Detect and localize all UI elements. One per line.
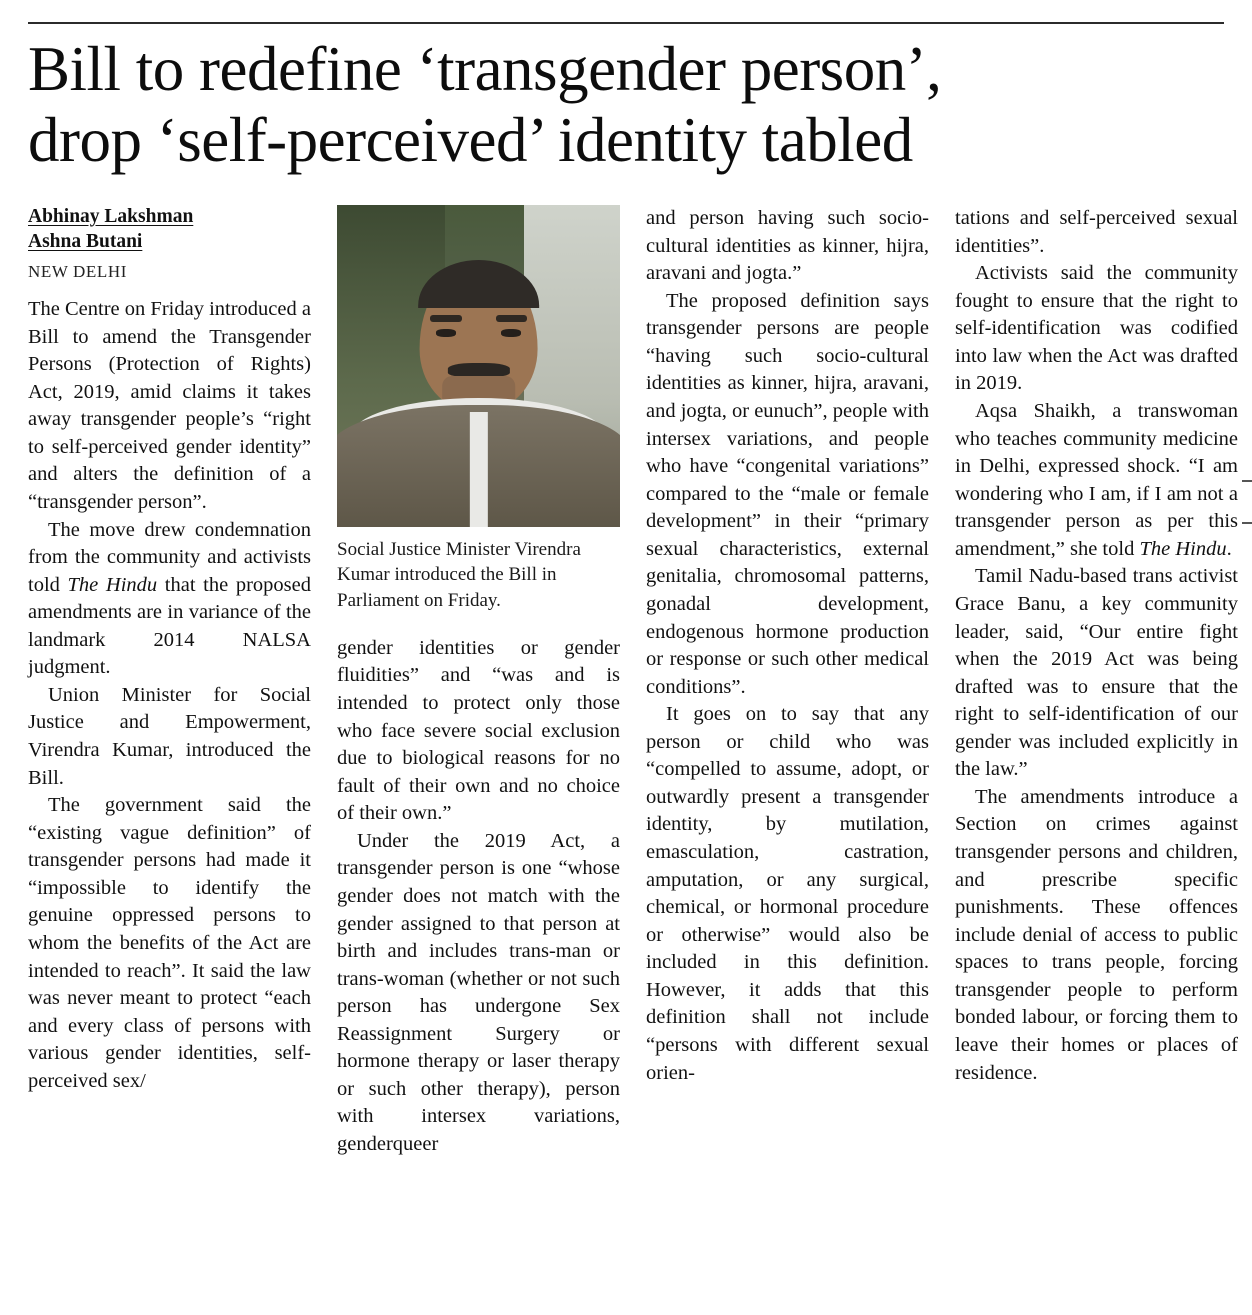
paragraph: and person having such socio-cultural identities as kinner, hijra, aravani and jogta.” (646, 207, 929, 285)
column-1 (28, 205, 311, 1158)
column-3 (646, 205, 929, 1158)
byline-author-1: Abhinay Lakshman (28, 206, 194, 228)
byline-author-2: Ashna Butani (28, 231, 143, 253)
paragraph: Union Minister for Social Justice and Empowerment, Virendra Kumar, introduced the Bill. (28, 683, 311, 789)
dateline: NEW DELHI (28, 262, 128, 281)
paragraph: The proposed definition says transgender persons are people “having such socio-cultural identities as kinner, hijra, aravani, and jogta, or eunuch”, people with intersex variations, and people who have “congenital variations” compared to the “male or female development” in their “primary sexual characteristics, external genitalia, chromosomal patterns, gonadal development, endogenous hormone production or response or such other medical conditions”. (646, 289, 929, 698)
article-photo (337, 205, 620, 613)
column-2 (337, 205, 620, 1158)
paragraph: It goes on to say that any person or child who was “compelled to assume, adopt, or outwardly present a transgender identity, by mutilation, emasculation, castration, amputation, or any surgical, chemical, or hormonal procedure or otherwise” would also be included in this definition. However, it adds that this definition shall not include “persons with different sexual orien- (646, 703, 929, 1084)
paragraph: Activists said the community fought to ensure that the right to self-identification was codified into law when the Act was drafted in 2019. (955, 262, 1238, 395)
paragraph: The amendments introduce a Section on crimes against transgender persons and children, and prescribe specific punishments. These offences include denial of access to public spaces to trans people, forcing transgender people to perform bonded labour, or forcing them to leave their homes or places of residence. (955, 785, 1238, 1084)
paragraph: The move drew condemnation from the community and activists told The Hindu that the proposed amendments are in variance of the landmark 2014 NALSA judgment. (28, 518, 311, 679)
byline (28, 205, 311, 255)
paragraph: Aqsa Shaikh, a transwoman who teaches community medicine in Delhi, expressed shock. “I am wondering who I am, if I am not a transgender person as per this amendment,” she told The Hindu. (955, 400, 1238, 560)
column-4 (955, 205, 1238, 1158)
headline-line-2: drop ‘self-perceived’ identity tabled (28, 104, 913, 175)
paragraph: tations and self-perceived sexual identities”. (955, 207, 1238, 257)
minister-portrait-image (337, 205, 620, 527)
paragraph: gender identities or gender fluidities” and “was and is intended to protect only those who face severe social exclusion due to biological reasons for no fault of their own and no choice of their own.” (337, 636, 620, 825)
paragraph: Under the 2019 Act, a transgender person is one “whose gender does not match with the gender assigned to that person at birth and includes trans-man or trans-woman (whether or not such person has undergone Sex Reassignment Surgery or hormone therapy or laser therapy or such other therapy), person with intersex variations, genderqueer (337, 829, 620, 1156)
paragraph: The Centre on Friday introduced a Bill to amend the Transgender Persons (Protection of Rights) Act, 2019, amid claims it takes away transgender people’s “right to self-perceived gender identity” and alters the definition of a “transgender person”. (28, 298, 311, 513)
paragraph: The government said the “existing vague definition” of transgender persons had made it “impossible to identify the genuine oppressed persons to whom the benefits of the Act are intended to reach”. It said the law was never meant to protect “each and every class of persons with various gender identities, self-perceived sex/ (28, 794, 311, 1092)
page-edge-mark (1242, 480, 1252, 524)
page-title (28, 34, 1224, 175)
top-rule (28, 22, 1224, 24)
article-columns (28, 205, 1238, 1158)
headline-line-1: Bill to redefine ‘transgender person’, (28, 34, 942, 104)
photo-caption: Social Justice Minister Virendra Kumar introduced the Bill in Parliament on Friday. (337, 539, 581, 611)
paragraph: Tamil Nadu-based trans activist Grace Banu, a key community leader, said, “Our entire fight when the 2019 Act was being drafted was to ensure that the right to self-identification of our gender was included explicitly in the law.” (955, 565, 1238, 781)
